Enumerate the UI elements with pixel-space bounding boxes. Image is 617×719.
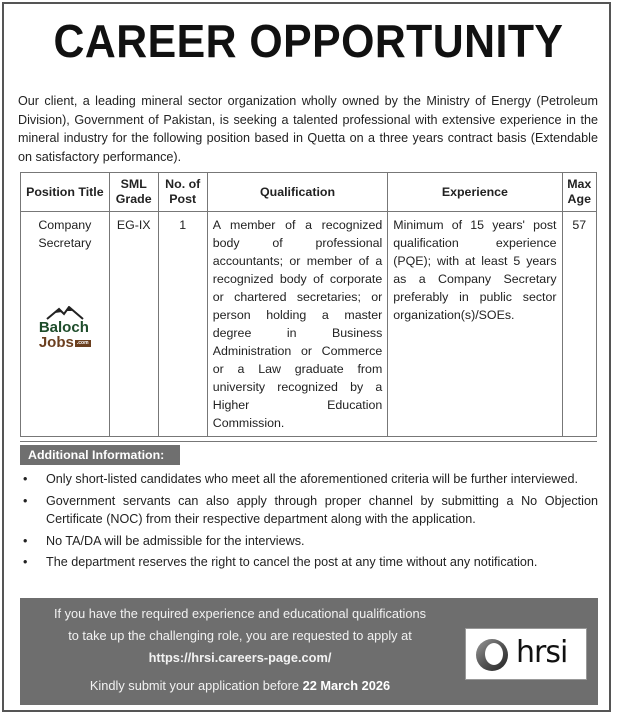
cell-experience: Minimum of 15 years' post qualification experience (PQE); with at least 5 years as a Company Secretary preferably in public sector organization(s)/SOEs. <box>388 212 562 437</box>
watermark-suffix: .com <box>76 339 89 346</box>
header-label: Experience <box>441 184 508 199</box>
header-experience <box>388 173 562 212</box>
page-title: CAREER OPPORTUNITY <box>53 15 564 67</box>
cell-sml-grade: EG-IX <box>109 212 158 437</box>
apply-box <box>20 598 598 705</box>
list-item <box>20 470 598 489</box>
list-item <box>20 492 598 529</box>
cell-no-of-post: 1 <box>158 212 207 437</box>
header-label: SML <box>120 177 147 191</box>
header-position-title <box>21 173 110 212</box>
bullet-icon: • <box>23 533 28 548</box>
additional-info-heading: Additional Information: <box>20 445 180 465</box>
deadline-prefix: Kindly submit your application before <box>89 678 303 693</box>
list-item-text: No TA/DA will be admissible for the interviews. <box>46 533 305 548</box>
section-divider <box>20 441 597 442</box>
header-label: Qualification <box>259 184 336 199</box>
hrsi-ring-logo-icon <box>472 635 512 675</box>
balochjobs-watermark <box>35 306 95 350</box>
header-sml-grade <box>109 173 158 212</box>
list-item-text: The department reserves the right to cancel the post at any time without any notification. <box>46 555 538 569</box>
bullet-icon: • <box>23 493 28 508</box>
apply-line2: to take up the challenging role, you are requested to apply at <box>68 628 412 643</box>
header-max-age <box>562 173 596 212</box>
list-item <box>20 532 598 551</box>
positions-table <box>20 172 597 437</box>
list-item-text: Government servants can also apply through proper channel by submitting a No Objection Certificate (NOC) from their respective department along with the application. <box>46 493 598 526</box>
header-qualification <box>207 173 388 212</box>
apply-deadline <box>20 678 460 693</box>
header-label: Grade <box>115 192 152 206</box>
hrsi-logo <box>465 628 587 680</box>
position-title-text: Company Secretary <box>38 218 92 250</box>
apply-line1: If you have the required experience and educational qualifications <box>53 606 427 621</box>
cell-qualification: A member of a recognized body of professional accountants; or member of a recognized body of corporate or chartered secretaries; or person holding a master degree in Business Administration or Commerce or a Law graduate from university recognized by a Higher Education Commission. <box>207 212 388 437</box>
header-label: Age <box>567 192 591 206</box>
hrsi-logo-text: hrsi <box>516 635 568 670</box>
list-item <box>20 553 598 572</box>
bullet-icon: • <box>23 555 28 569</box>
watermark-line1: Baloch <box>38 319 89 336</box>
header-label: Position Title <box>26 184 104 199</box>
additional-info-list <box>20 470 598 575</box>
table-header-row <box>21 173 597 212</box>
intro-paragraph: Our client, a leading mineral sector organization wholly owned by the Ministry of Energy (Petroleum Division), Government of Pakistan, is seeking a talented professional with extensive experience in the mineral industry for the following position based in Quetta on a three years contract basis (Extendable on satisfactory performance). <box>18 94 598 164</box>
header-no-of-post <box>158 173 207 212</box>
cell-max-age: 57 <box>562 212 596 437</box>
list-item-text: Only short-listed candidates who meet all the aforementioned criteria will be further interviewed. <box>46 472 578 486</box>
mountain-icon <box>45 306 85 320</box>
watermark-jobs-text: Jobs <box>38 334 74 351</box>
header-label: No. of <box>165 177 201 191</box>
deadline-date: 22 March 2026 <box>302 678 391 693</box>
watermark-line2 <box>39 335 95 350</box>
table-row <box>21 212 597 437</box>
cell-position-title <box>21 212 110 437</box>
header-label: Max <box>567 177 592 191</box>
apply-url-link[interactable]: https://hrsi.careers-page.com/ <box>148 650 332 665</box>
bullet-icon: • <box>23 472 28 486</box>
apply-instructions <box>20 603 460 669</box>
header-label: Post <box>169 192 197 206</box>
